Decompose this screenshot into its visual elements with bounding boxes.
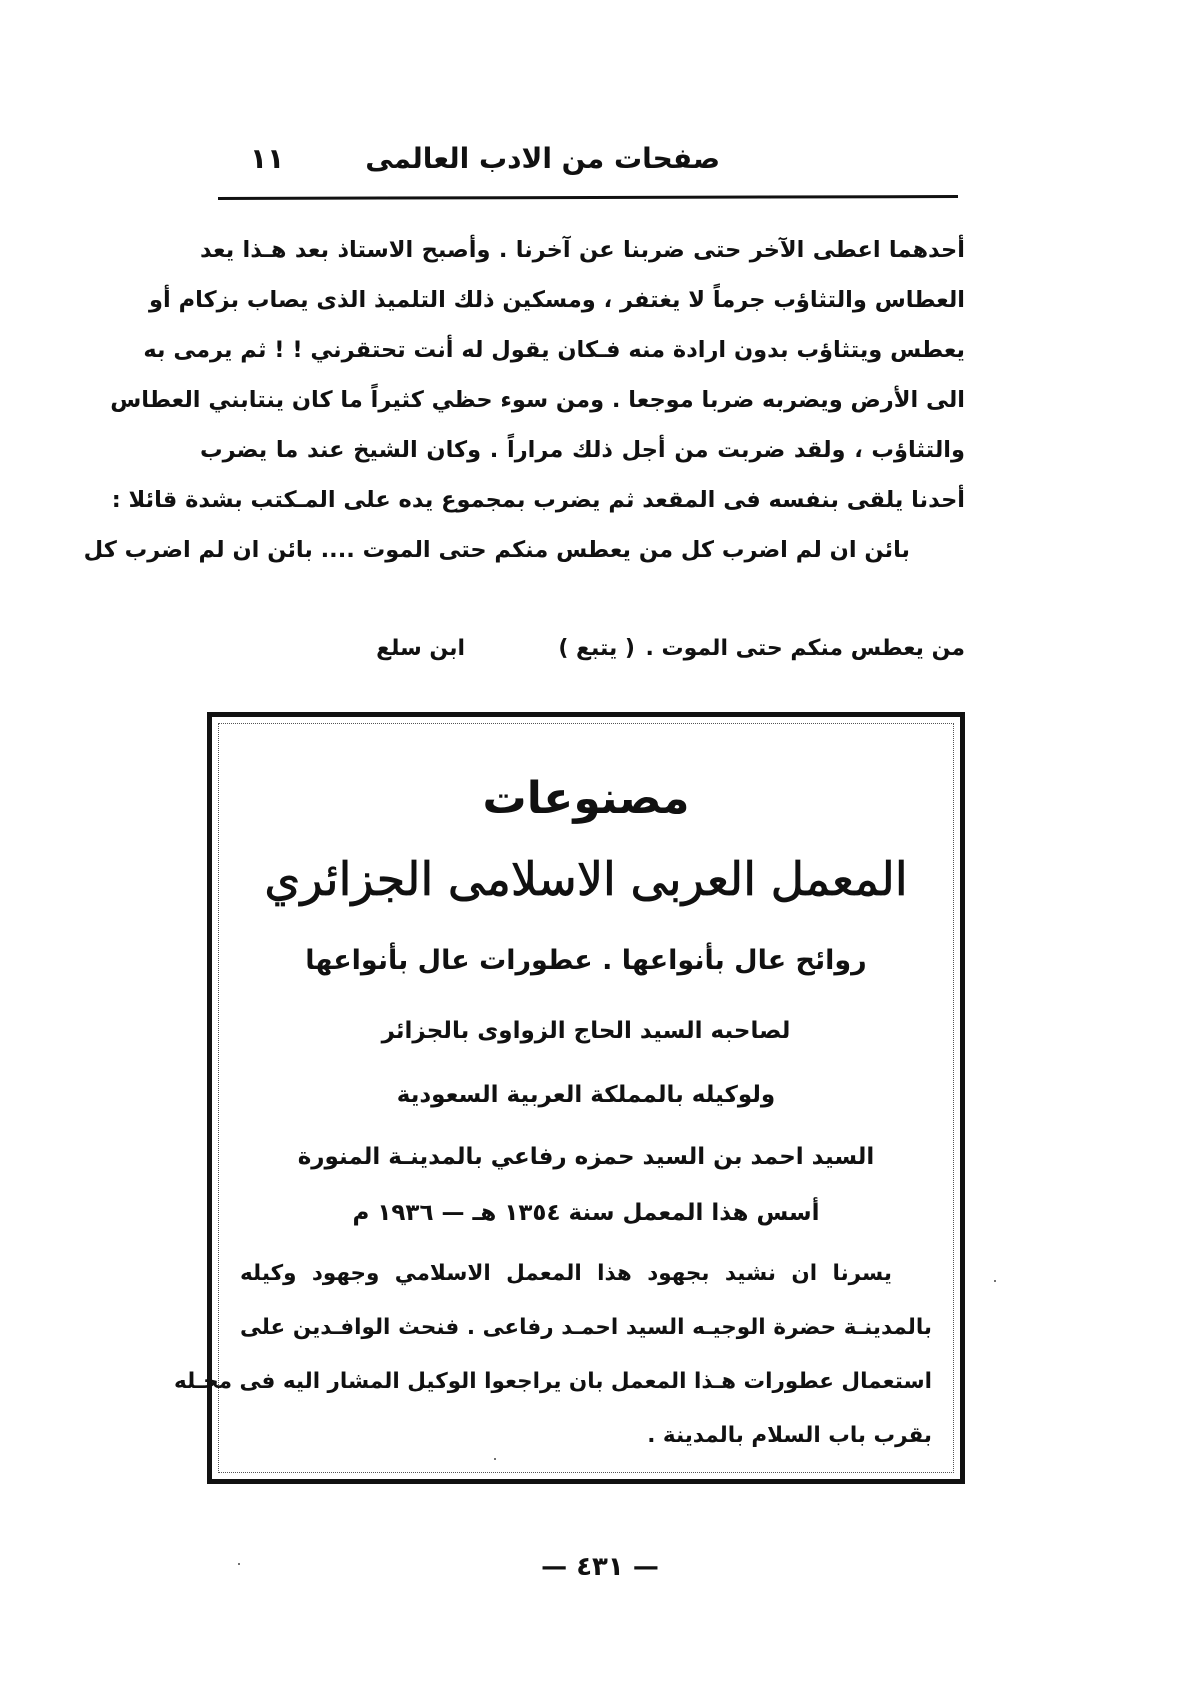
ad-founded-line: أسس هذا المعمل سنة ١٣٥٤ هـ — ١٩٣٦ م <box>352 1200 820 1226</box>
header-rule <box>218 195 958 200</box>
article-body <box>83 225 965 575</box>
running-header <box>230 140 950 190</box>
ad-agent-name-line: السيد احمد بن السيد حمزه رفاعي بالمدينـة المنورة <box>297 1144 875 1170</box>
ad-tagline: روائح عال بأنواعها . عطورات عال بأنواعها <box>305 945 867 976</box>
body-line: الى الأرض ويضربه ضربا موجعا . ومن سوء حظي كثيراً ما كان ينتابني العطاس <box>110 387 965 413</box>
scan-speck <box>238 1563 240 1565</box>
closing-line: من يعطس منكم حتى الموت . <box>645 636 965 661</box>
ad-agent-country-line: ولوكيله بالمملكة العربية السعودية <box>396 1082 776 1108</box>
body-line: أحدهما اعطى الآخر حتى ضربنا عن آخرنا . وأصبح الاستاذ بعد هـذا يعد <box>200 237 965 263</box>
ad-company-name: المعمل العربى الاسلامى الجزائري <box>264 852 908 906</box>
author-signature: ابن سلع <box>376 636 465 661</box>
body-line-quote: بائن ان لم اضرب كل من يعطس منكم حتى الموت .... بائن ان لم اضرب كل <box>83 537 910 563</box>
body-line: العطاس والتثاؤب جرماً لا يغتفر ، ومسكين ذلك التلميذ الذى يصاب بزكام أو <box>149 287 965 313</box>
continued-label: ( يتبع ) <box>558 636 635 661</box>
footer-page-number: — ٤٣١ — <box>541 1552 659 1582</box>
ad-owner-line: لصاحبه السيد الحاج الزواوى بالجزائر <box>381 1018 791 1044</box>
advertisement-content <box>174 717 932 1479</box>
body-line: والتثاؤب ، ولقد ضربت من أجل ذلك مراراً . وكان الشيخ عند ما يضرب <box>200 437 965 463</box>
ad-paragraph-line: استعمال عطورات هـذا المعمل بان يراجعوا الوكيل المشار اليه فى محـله <box>174 1369 932 1394</box>
body-line: يعطس ويتثاؤب بدون ارادة منه فـكان يقول له أنت تحتقرني ! ! ثم يرمى به <box>143 337 965 363</box>
body-line: أحدنا يلقى بنفسه فى المقعد ثم يضرب بمجموع يده على المـكتب بشدة قائلا : <box>111 487 965 513</box>
ad-paragraph-line: بقرب باب السلام بالمدينة . <box>647 1423 932 1448</box>
running-header-title: صفحات من الادب العالمى <box>365 142 720 175</box>
scan-speck <box>994 1280 996 1282</box>
advertisement-box <box>174 712 965 1484</box>
header-page-number: ١١ <box>250 142 285 175</box>
ad-paragraph-line: يسرنا ان نشيد بجهود هذا المعمل الاسلامي وجهود وكيله <box>240 1261 892 1286</box>
ad-paragraph-line: بالمدينـة حضرة الوجيـه السيد احمـد رفاعى . فنحث الوافـدين على <box>240 1315 932 1340</box>
scan-speck <box>494 1458 496 1460</box>
article-closing-row <box>200 636 965 680</box>
ad-endorsement-paragraph <box>174 1247 932 1463</box>
ad-products-heading: مصنوعات <box>482 773 690 824</box>
